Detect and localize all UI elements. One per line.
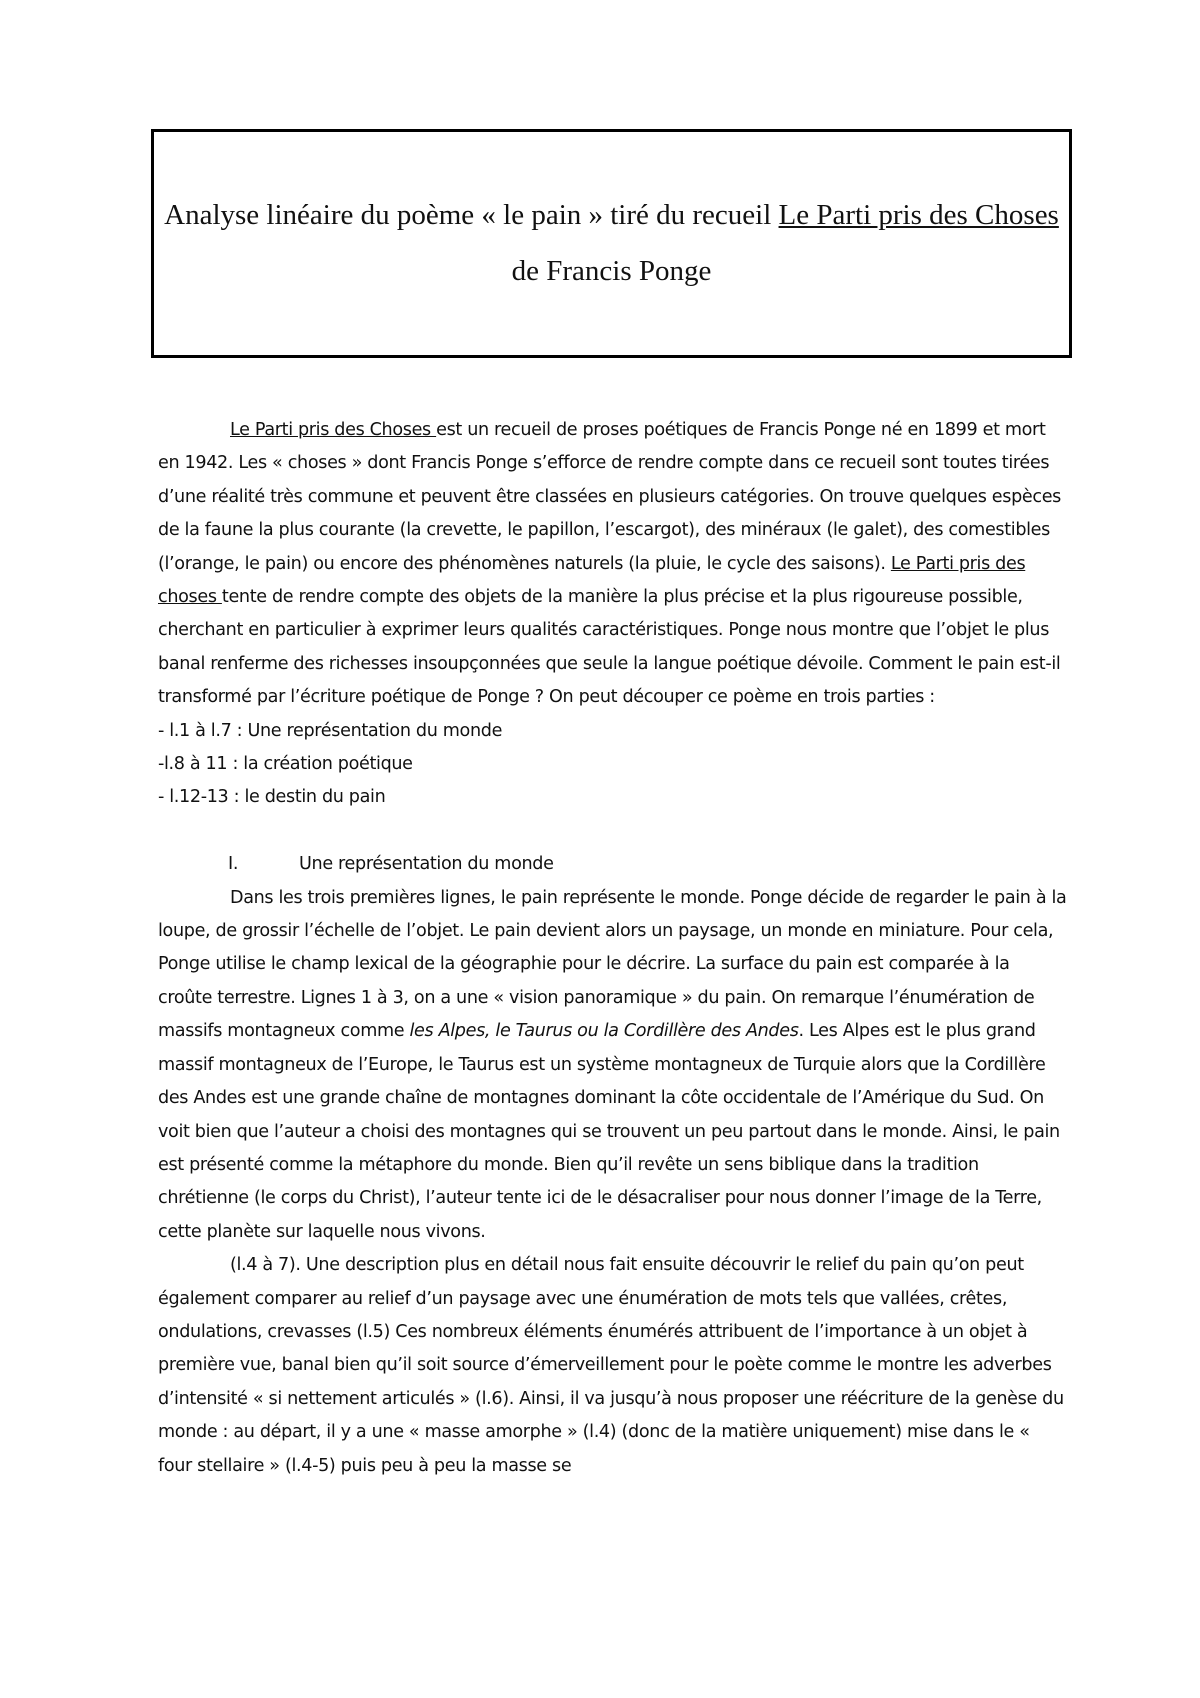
section-1-heading <box>158 848 1068 881</box>
section-1-paragraph-1 <box>158 882 1068 1249</box>
title-part1: Analyse linéaire du poème « le pain » tiré du recueil <box>164 199 779 231</box>
intro-book-title-2: Le Parti pris des choses <box>158 553 1026 608</box>
intro-text-1: est un recueil de proses poétiques de Francis Ponge né en 1899 et mort en 1942. Les « choses » dont Francis Ponge s’efforce de rendre compte dans ce recueil sont toutes tirées d’une réalité très commune et peuvent être classées en plusieurs catégories. On trouve quelques espèces de la faune la plus courante (la crevette, le papillon, l’escargot), des minéraux (le galet), des comestibles (l’orange, le pain) ou encore des phénomènes naturels (la pluie, le cycle des saisons). <box>158 420 1061 574</box>
section-1-p1-text-b: . Les Alpes est le plus grand massif montagneux de l’Europe, le Taurus est un système montagneux de Turquie alors que la Cordillère des Andes est une grande chaîne de montagnes dominant la côte occidentale de l’Amérique du Sud. On voit bien que l’auteur a choisi des montagnes qui se trouvent un peu partout dans le monde. Ainsi, le pain est présenté comme la métaphore du monde. Bien qu’il revête un sens biblique dans la tradition chrétienne (le corps du Christ), l’auteur tente ici de le désacraliser pour nous donner l’image de la Terre, cette planète sur laquelle nous vivons. <box>158 1021 1060 1242</box>
title-part2: de Francis Ponge <box>511 255 712 287</box>
document-body <box>158 414 1068 1483</box>
intro-text-2: tente de rendre compte des objets de la manière la plus précise et la plus rigoureuse possible, cherchant en particulier à exprimer leurs qualités caractéristiques. Ponge nous montre que l’objet le plus banal renferme des richesses insoupçonnées que seule la langue poétique dévoile. Comment le pain est-il transformé par l’écriture poétique de Ponge ? On peut découper ce poème en trois parties : <box>158 587 1061 708</box>
title-box <box>151 129 1072 358</box>
section-1-p1-text-a: Dans les trois premières lignes, le pain représente le monde. Ponge décide de regarder le pain à la loupe, de grossir l’échelle de l’objet. Le pain devient alors un paysage, un monde en miniature. Pour cela, Ponge utilise le champ lexical de la géographie pour le décrire. La surface du pain est comparée à la croûte terrestre. Lignes 1 à 3, on a une « vision panoramique » du pain. On remarque l’énumération de massifs montagneux comme <box>158 887 1067 1042</box>
plan-item-3: - l.12-13 : le destin du pain <box>158 787 386 808</box>
spacer <box>158 815 1068 848</box>
section-1-title: Une représentation du monde <box>299 854 554 875</box>
intro-paragraph <box>158 414 1068 715</box>
plan-item-2: -l.8 à 11 : la création poétique <box>158 754 413 775</box>
section-1-paragraph-2: (l.4 à 7). Une description plus en détail nous fait ensuite découvrir le relief du pain qu’on peut également comparer au relief d’un paysage avec une énumération de mots tels que vallées, crêtes, ondulations, crevasses (l.5) Ces nombreux éléments énumérés attribuent de l’importance à un objet à première vue, banal bien qu’il soit source d’émerveillement pour le poète comme le montre les adverbes d’intensité « si nettement articulés » (l.6). Ainsi, il va jusqu’à nous proposer une réécriture de la genèse du monde : au départ, il y a une « masse amorphe » (l.4) (donc de la matière uniquement) mise dans le « four stellaire » (l.4-5) puis peu à peu la masse se <box>158 1255 1064 1476</box>
title-book: Le Parti pris des Choses <box>778 199 1059 231</box>
section-1-p1-italic: les Alpes, le Taurus ou la Cordillère des Andes <box>409 1021 799 1042</box>
section-1-number: I. <box>228 854 239 875</box>
intro-book-title: Le Parti pris des Choses <box>230 420 437 440</box>
plan-item-1: - l.1 à l.7 : Une représentation du monde <box>158 720 503 741</box>
